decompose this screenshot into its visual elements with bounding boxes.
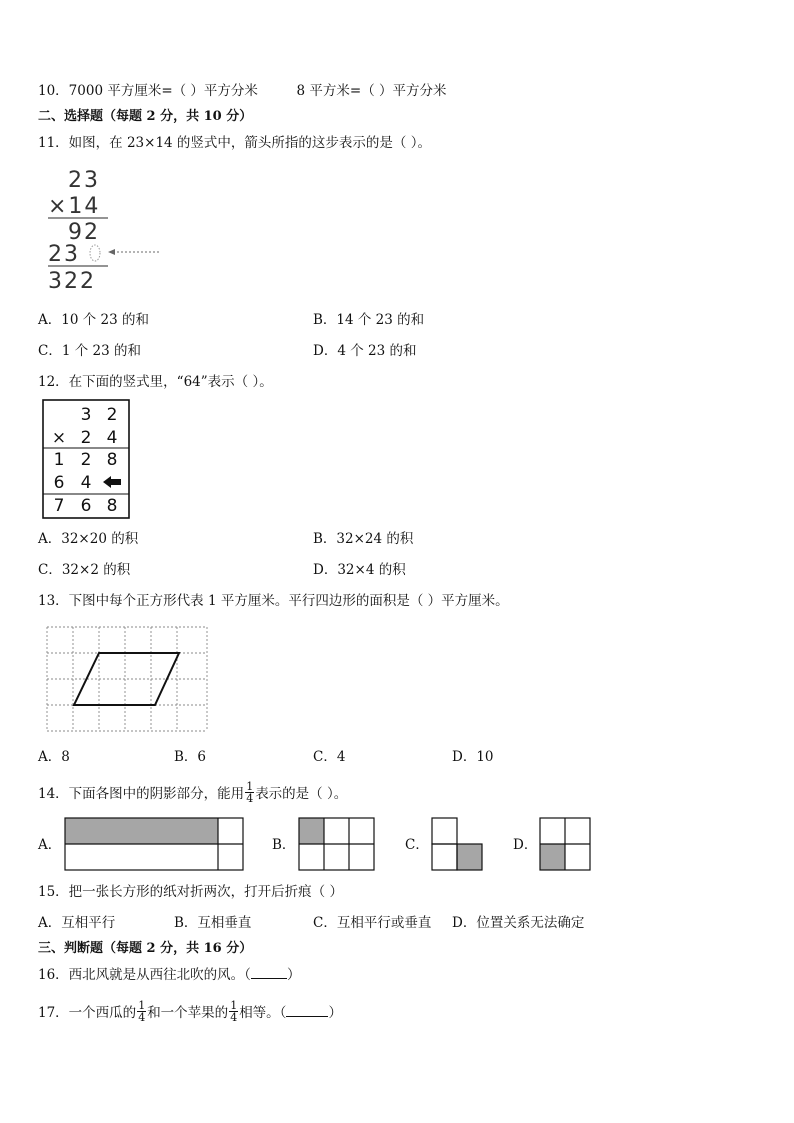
q12-r3-c2: 2 xyxy=(80,450,92,470)
q17-post: 相等。（ xyxy=(239,1005,287,1021)
q13-option-b[interactable]: B．6 xyxy=(174,749,207,765)
q14-stem-post: 表示的是（ ）。 xyxy=(255,786,348,802)
q14-label-b[interactable]: B． xyxy=(272,837,296,853)
q16-close: ） xyxy=(286,967,301,983)
q12-r2-c3: 4 xyxy=(106,428,118,448)
q17-fraction-2 xyxy=(229,1000,238,1023)
q11-option-a[interactable]: A．10 个 23 的和 xyxy=(38,312,149,328)
q15-option-b[interactable]: B．互相垂直 xyxy=(174,915,252,931)
q16-stem: 16．西北风就是从西往北吹的风。（ xyxy=(38,967,251,983)
section-2-heading: 二、选择题（每题 2 分，共 10 分） xyxy=(38,109,253,124)
q15-option-a[interactable]: A．互相平行 xyxy=(38,915,116,931)
q12-r4-c2: 4 xyxy=(80,473,92,493)
q12-r5-c3: 8 xyxy=(106,496,118,516)
q17-close: ） xyxy=(328,1005,342,1021)
question-15-stem: 15．把一张长方形的纸对折两次，打开后折痕（ ） xyxy=(38,884,343,900)
q17-num-2: 1 xyxy=(230,999,238,1012)
q15-option-d[interactable]: D．位置关系无法确定 xyxy=(452,915,585,931)
q11-option-c[interactable]: C．1 个 23 的和 xyxy=(38,343,141,359)
q14-figure-c[interactable] xyxy=(431,817,485,873)
q12-r5-c2: 6 xyxy=(80,496,92,516)
q12-r1-c3: 2 xyxy=(106,405,118,425)
q17-pre: 17．一个西瓜的 xyxy=(38,1005,137,1021)
q10-part-a: 10．7000 平方厘米=（ ）平方分米 xyxy=(38,83,258,99)
q14-label-c[interactable]: C． xyxy=(405,837,429,853)
q12-option-c[interactable]: C．32×2 的积 xyxy=(38,562,131,578)
q13-option-c[interactable]: C．4 xyxy=(313,749,346,765)
q11-row-4: 23 xyxy=(48,242,80,267)
q10-part-b: 8 平方米=（ ）平方分米 xyxy=(296,83,447,99)
question-13-stem: 13．下图中每个正方形代表 1 平方厘米。平行四边形的面积是（ ）平方厘米。 xyxy=(38,593,509,609)
q11-arrow-head xyxy=(108,249,115,255)
q12-r4-c1: 6 xyxy=(53,473,65,493)
question-12-stem: 12．在下面的竖式里，“64”表示（ ）。 xyxy=(38,374,273,390)
q14-d-shaded xyxy=(540,844,565,870)
q14-label-d[interactable]: D． xyxy=(513,837,538,853)
q14-figure-b[interactable] xyxy=(298,817,376,873)
question-10 xyxy=(38,82,447,100)
q14-a-shaded xyxy=(65,818,218,844)
q14-frac-den: 4 xyxy=(246,792,254,805)
q14-c-shaded xyxy=(457,844,482,870)
question-11-stem: 11．如图，在 23×14 的竖式中，箭头所指的这步表示的是（ ）。 xyxy=(38,135,431,151)
q14-fraction xyxy=(245,781,254,804)
q13-option-a[interactable]: A．8 xyxy=(38,749,70,765)
q12-r1-c2: 3 xyxy=(80,405,92,425)
q17-fraction-1 xyxy=(137,1000,146,1023)
q12-option-d[interactable]: D．32×4 的积 xyxy=(313,562,406,578)
q12-r3-c3: 8 xyxy=(106,450,118,470)
q12-r3-c1: 1 xyxy=(53,450,65,470)
q12-vertical-calculation xyxy=(42,399,132,521)
q17-num-1: 1 xyxy=(138,999,146,1012)
q12-option-b[interactable]: B．32×24 的积 xyxy=(313,531,414,547)
q13-grid-figure xyxy=(43,623,213,738)
q17-den-1: 4 xyxy=(138,1011,146,1024)
q12-r5-c1: 7 xyxy=(53,496,65,516)
q12-r2-c1: × xyxy=(51,428,67,448)
question-16 xyxy=(38,966,300,984)
q11-row-1: 23 xyxy=(68,168,100,193)
q11-option-b[interactable]: B．14 个 23 的和 xyxy=(313,312,425,328)
q17-den-2: 4 xyxy=(230,1011,238,1024)
q11-dotted-zero xyxy=(90,245,100,261)
q17-answer-blank[interactable] xyxy=(286,1004,328,1017)
q12-r2-c2: 2 xyxy=(80,428,92,448)
q14-stem-pre: 14．下面各图中的阴影部分，能用 xyxy=(38,786,245,802)
q11-row-2: ×14 xyxy=(48,194,101,219)
question-17 xyxy=(38,999,342,1025)
q14-figure-d[interactable] xyxy=(539,817,593,873)
q15-option-c[interactable]: C．互相平行或垂直 xyxy=(313,915,432,931)
question-14-stem xyxy=(38,780,348,806)
q14-label-a[interactable]: A． xyxy=(38,837,62,853)
q11-vertical-calculation xyxy=(38,165,178,295)
q14-frac-num: 1 xyxy=(246,780,254,793)
q13-option-d[interactable]: D．10 xyxy=(452,749,494,765)
q12-option-a[interactable]: A．32×20 的积 xyxy=(38,531,139,547)
q16-answer-blank[interactable] xyxy=(251,966,287,979)
q11-row-3: 92 xyxy=(68,220,100,245)
q14-figure-a[interactable] xyxy=(64,817,246,873)
q14-b-shaded xyxy=(299,818,324,844)
q11-option-d[interactable]: D．4 个 23 的和 xyxy=(313,343,417,359)
q17-mid: 和一个苹果的 xyxy=(147,1005,229,1021)
q11-row-5: 322 xyxy=(48,269,96,294)
section-3-heading: 三、判断题（每题 2 分，共 16 分） xyxy=(38,941,253,956)
